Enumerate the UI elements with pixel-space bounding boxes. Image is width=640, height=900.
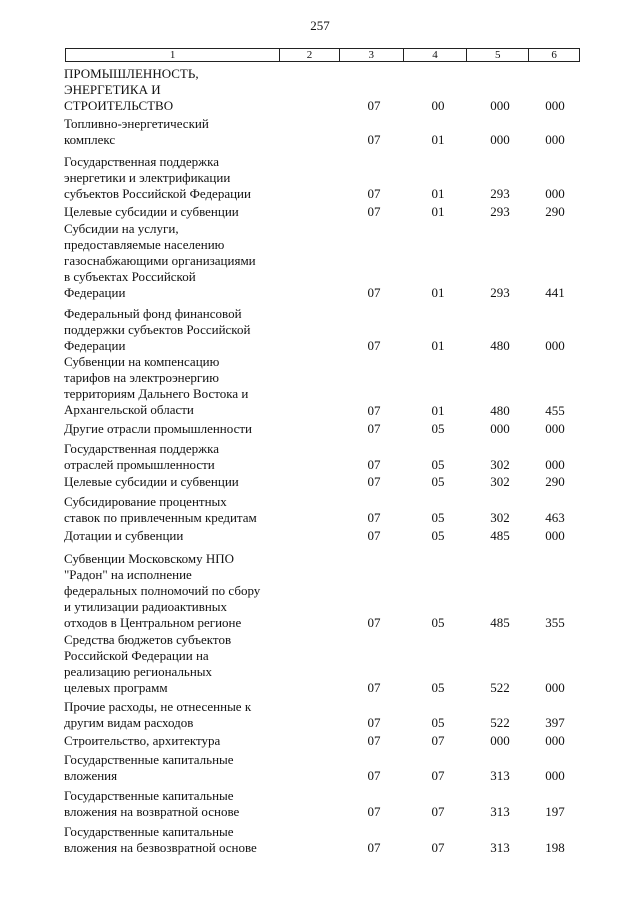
row-subsection: 07 [431, 840, 445, 855]
page-number: 257 [310, 18, 330, 33]
row-name: Государственная поддержка отраслей промышленности [64, 441, 220, 472]
row-subsection: 07 [431, 733, 445, 748]
row-expense-type: 000 [545, 338, 565, 353]
row-subsection: 01 [431, 132, 445, 147]
row-subsection: 07 [431, 768, 445, 783]
row-expense-type: 455 [545, 403, 565, 418]
row-target: 485 [490, 615, 510, 630]
row-name: Дотации и субвенции [64, 528, 184, 543]
row-section: 07 [367, 421, 381, 436]
row-section: 07 [367, 510, 381, 525]
row-section: 07 [367, 840, 381, 855]
row-name: Субсидирование процентных ставок по привлеченным кредитам [64, 494, 257, 525]
row-section: 07 [367, 615, 381, 630]
row-target: 293 [490, 204, 510, 219]
row-name: ПРОМЫШЛЕННОСТЬ, ЭНЕРГЕТИКА И СТРОИТЕЛЬСТВО [64, 66, 199, 113]
row-target: 293 [490, 285, 510, 300]
row-subsection: 01 [431, 403, 445, 418]
row-section: 07 [367, 768, 381, 783]
row-expense-type: 290 [545, 204, 565, 219]
row-section: 07 [367, 457, 381, 472]
row-name: Прочие расходы, не отнесенные к другим видам расходов [64, 699, 252, 730]
row-expense-type: 000 [545, 132, 565, 147]
row-subsection: 05 [431, 510, 445, 525]
row-expense-type: 000 [545, 680, 565, 695]
row-section: 07 [367, 338, 381, 353]
row-name: Субвенции на компенсацию тарифов на электроэнергию территориям Дальнего Востока и Архангельской области [64, 354, 249, 417]
row-expense-type: 441 [545, 285, 565, 300]
row-target: 313 [490, 768, 510, 783]
row-expense-type: 000 [545, 98, 565, 113]
header-col-6: 6 [551, 49, 557, 61]
row-subsection: 01 [431, 204, 445, 219]
row-name: Федеральный фонд финансовой поддержки субъектов Российской Федерации [64, 306, 251, 353]
row-expense-type: 355 [545, 615, 565, 630]
row-name: Государственные капитальные вложения на возвратной основе [64, 788, 240, 819]
row-name: Другие отрасли промышленности [64, 421, 252, 436]
row-subsection: 05 [431, 421, 445, 436]
row-section: 07 [367, 186, 381, 201]
row-expense-type: 000 [545, 186, 565, 201]
row-expense-type: 197 [545, 804, 565, 819]
row-target: 480 [490, 338, 510, 353]
row-target: 000 [490, 733, 510, 748]
row-expense-type: 290 [545, 474, 565, 489]
row-name: Целевые субсидии и субвенции [64, 474, 239, 489]
row-section: 07 [367, 98, 381, 113]
row-subsection: 05 [431, 715, 445, 730]
row-target: 293 [490, 186, 510, 201]
row-expense-type: 000 [545, 528, 565, 543]
row-section: 07 [367, 733, 381, 748]
header-col-4: 4 [404, 49, 468, 61]
row-subsection: 05 [431, 615, 445, 630]
row-expense-type: 463 [545, 510, 565, 525]
row-subsection: 01 [431, 338, 445, 353]
row-expense-type: 397 [545, 715, 565, 730]
row-name: Государственная поддержка энергетики и электрификации субъектов Российской Федерации [64, 154, 251, 201]
row-section: 07 [367, 715, 381, 730]
row-expense-type: 000 [545, 421, 565, 436]
row-subsection: 05 [431, 680, 445, 695]
header-col-1: 1 [66, 49, 280, 61]
row-subsection: 00 [431, 98, 445, 113]
row-target: 000 [490, 132, 510, 147]
row-target: 522 [490, 715, 510, 730]
row-subsection: 01 [431, 186, 445, 201]
row-name: Государственные капитальные вложения [64, 752, 234, 783]
row-section: 07 [367, 474, 381, 489]
row-subsection: 05 [431, 474, 445, 489]
row-subsection: 05 [431, 457, 445, 472]
row-section: 07 [367, 204, 381, 219]
row-target: 485 [490, 528, 510, 543]
row-section: 07 [367, 403, 381, 418]
row-name: Государственные капитальные вложения на безвозвратной основе [64, 824, 257, 855]
row-target: 000 [490, 98, 510, 113]
row-target: 313 [490, 804, 510, 819]
row-expense-type: 000 [545, 457, 565, 472]
row-name: Строительство, архитектура [64, 733, 221, 748]
row-target: 313 [490, 840, 510, 855]
row-target: 480 [490, 403, 510, 418]
header-col-5: 5 [467, 49, 529, 61]
row-name: Субвенции Московскому НПО "Радон" на исполнение федеральных полномочий по сбору и утилизации радиоактивных отходов в Центральном регионе [64, 551, 261, 630]
row-section: 07 [367, 680, 381, 695]
header-col-3: 3 [340, 49, 404, 61]
row-section: 07 [367, 285, 381, 300]
row-name: Целевые субсидии и субвенции [64, 204, 239, 219]
row-target: 302 [490, 457, 510, 472]
row-name: Средства бюджетов субъектов Российской Федерации на реализацию региональных целевых программ [64, 632, 232, 695]
row-subsection: 05 [431, 528, 445, 543]
row-target: 522 [490, 680, 510, 695]
row-section: 07 [367, 132, 381, 147]
row-section: 07 [367, 804, 381, 819]
row-target: 000 [490, 421, 510, 436]
header-col-2: 2 [280, 49, 340, 61]
row-target: 302 [490, 474, 510, 489]
row-target: 302 [490, 510, 510, 525]
row-section: 07 [367, 528, 381, 543]
row-subsection: 07 [431, 804, 445, 819]
row-expense-type: 000 [545, 733, 565, 748]
row-name: Субсидии на услуги, предоставляемые населению газоснабжающими организациями в субъектах Российской Федерации [64, 221, 256, 300]
row-expense-type: 198 [545, 840, 565, 855]
row-expense-type: 000 [545, 768, 565, 783]
row-name: Топливно-энергетический комплекс [64, 116, 209, 147]
row-subsection: 01 [431, 285, 445, 300]
